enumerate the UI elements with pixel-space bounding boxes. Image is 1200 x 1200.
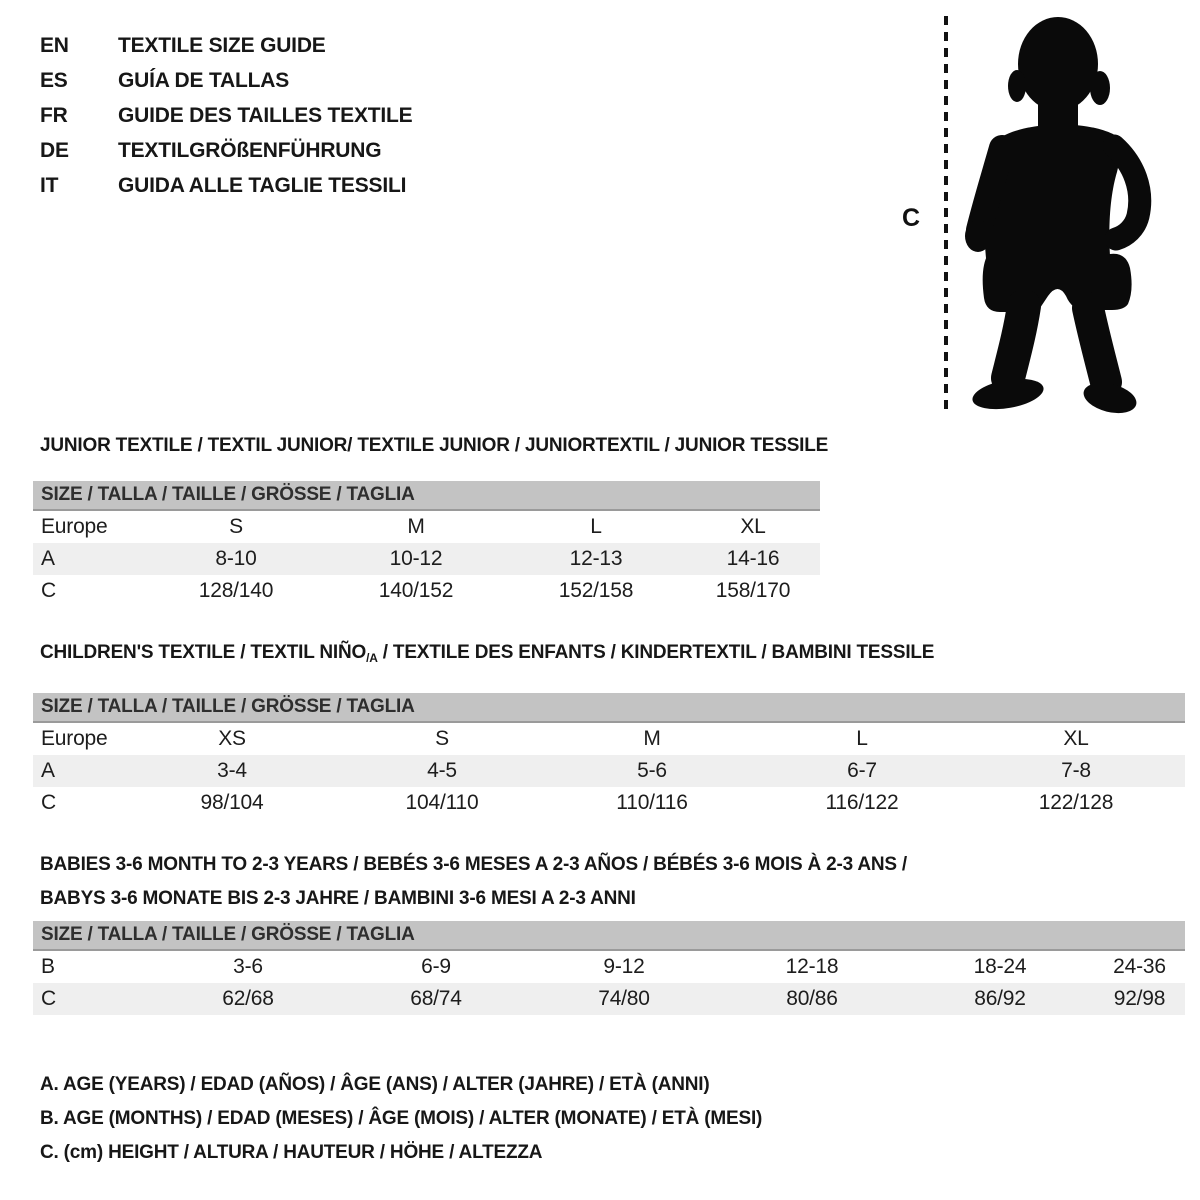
lang-code: FR	[40, 103, 68, 127]
size-cell: 14-16	[726, 547, 780, 570]
size-cell: 62/68	[222, 987, 274, 1010]
height-measure-label: C	[902, 204, 921, 232]
babies-row-months	[33, 951, 1185, 983]
lang-title: TEXTILGRÖßENFÜHRUNG	[118, 138, 382, 162]
row-label: C	[41, 579, 56, 602]
row-label: A	[41, 547, 55, 570]
junior-size-header-bar: SIZE / TALLA / TAILLE / GRÖSSE / TAGLIA	[33, 481, 820, 511]
size-cell: 68/74	[410, 987, 462, 1010]
size-cell: 8-10	[215, 547, 257, 570]
children-size-header-bar: SIZE / TALLA / TAILLE / GRÖSSE / TAGLIA	[33, 693, 1185, 723]
row-label: C	[41, 791, 56, 814]
size-cell: 9-12	[603, 955, 645, 978]
children-section-title	[40, 641, 1185, 670]
size-cell: 80/86	[786, 987, 838, 1010]
size-cell: 4-5	[427, 759, 457, 782]
babies-size-table	[33, 951, 1185, 1015]
size-cell: L	[856, 727, 868, 750]
lang-row-fr	[40, 98, 412, 133]
children-title-subscript: /A	[366, 651, 378, 665]
children-title-suffix: / TEXTILE DES ENFANTS / KINDERTEXTIL / BAMBINI TESSILE	[377, 642, 935, 663]
babies-section-title	[40, 848, 1185, 916]
size-cell: 24-36	[1113, 955, 1166, 978]
babies-title-line2: BABYS 3-6 MONATE BIS 2-3 JAHRE / BAMBINI 3-6 MESI A 2-3 ANNI	[40, 888, 636, 909]
children-row-height	[33, 787, 1185, 819]
junior-section	[33, 434, 829, 607]
size-cell: XL	[740, 515, 766, 538]
size-cell: 152/158	[558, 579, 634, 602]
legend-line-c: C. (cm) HEIGHT / ALTURA / HAUTEUR / HÖHE / ALTEZZA	[40, 1142, 543, 1163]
size-cell: 92/98	[1113, 987, 1166, 1010]
children-size-table	[33, 723, 1185, 819]
size-cell: 3-6	[233, 955, 263, 978]
junior-row-age	[33, 543, 820, 575]
lang-title: TEXTILE SIZE GUIDE	[118, 33, 326, 57]
size-cell: 116/122	[825, 791, 899, 814]
size-cell: 158/170	[715, 579, 791, 602]
lang-title: GUÍA DE TALLAS	[118, 68, 290, 92]
lang-row-en	[40, 28, 412, 63]
size-cell: XL	[1063, 727, 1089, 750]
babies-section	[33, 848, 1185, 1015]
size-cell: 5-6	[637, 759, 667, 782]
size-cell: 7-8	[1061, 759, 1091, 782]
lang-row-it	[40, 168, 412, 203]
lang-row-es	[40, 63, 412, 98]
row-label: B	[41, 955, 55, 978]
babies-title-line1: BABIES 3-6 MONTH TO 2-3 YEARS / BEBÉS 3-6 MESES A 2-3 AÑOS / BÉBÉS 3-6 MOIS À 2-3 ANS /	[40, 854, 908, 875]
babies-row-height	[33, 983, 1185, 1015]
size-cell: S	[435, 727, 449, 750]
size-cell: 104/110	[405, 791, 479, 814]
size-cell: 12-18	[785, 955, 839, 978]
size-cell: M	[407, 515, 425, 538]
size-cell: 122/128	[1038, 791, 1114, 814]
lang-row-de	[40, 133, 412, 168]
legend	[40, 1068, 762, 1170]
size-cell: 128/140	[198, 579, 274, 602]
size-cell: 6-7	[847, 759, 877, 782]
size-cell: 74/80	[598, 987, 650, 1010]
junior-row-height	[33, 575, 820, 607]
size-cell: 140/152	[378, 579, 454, 602]
size-cell: 86/92	[974, 987, 1026, 1010]
lang-title: GUIDE DES TAILLES TEXTILE	[118, 103, 413, 127]
children-row-europe	[33, 723, 1185, 755]
language-title-list	[40, 28, 412, 203]
size-cell: XS	[218, 727, 246, 750]
size-cell: 10-12	[389, 547, 443, 570]
size-cell: 98/104	[200, 791, 264, 814]
row-label: C	[41, 987, 56, 1010]
junior-row-europe	[33, 511, 820, 543]
height-dashed-line	[944, 16, 948, 415]
lang-code: DE	[40, 138, 69, 162]
lang-code: EN	[40, 33, 69, 57]
size-cell: 6-9	[421, 955, 451, 978]
children-section	[33, 641, 1185, 819]
baby-silhouette	[958, 6, 1173, 421]
size-cell: L	[590, 515, 602, 538]
junior-section-title: JUNIOR TEXTILE / TEXTIL JUNIOR/ TEXTILE JUNIOR / JUNIORTEXTIL / JUNIOR TESSILE	[40, 435, 829, 456]
legend-line-b: B. AGE (MONTHS) / EDAD (MESES) / ÂGE (MOIS) / ALTER (MONATE) / ETÀ (MESI)	[40, 1108, 763, 1129]
size-cell: 12-13	[569, 547, 623, 570]
lang-code: ES	[40, 68, 68, 92]
row-label: Europe	[41, 515, 108, 538]
babies-size-header-bar: SIZE / TALLA / TAILLE / GRÖSSE / TAGLIA	[33, 921, 1185, 951]
size-cell: M	[643, 727, 661, 750]
children-row-age	[33, 755, 1185, 787]
row-label: A	[41, 759, 55, 782]
size-cell: S	[229, 515, 243, 538]
legend-line-a: A. AGE (YEARS) / EDAD (AÑOS) / ÂGE (ANS) / ALTER (JAHRE) / ETÀ (ANNI)	[40, 1074, 710, 1095]
lang-title: GUIDA ALLE TAGLIE TESSILI	[118, 173, 407, 197]
row-label: Europe	[41, 727, 108, 750]
children-title-prefix: CHILDREN'S TEXTILE / TEXTIL NIÑO	[40, 642, 367, 663]
junior-size-table	[33, 511, 820, 607]
size-cell: 18-24	[973, 955, 1027, 978]
size-cell: 110/116	[616, 791, 688, 814]
lang-code: IT	[40, 173, 59, 197]
size-cell: 3-4	[217, 759, 247, 782]
